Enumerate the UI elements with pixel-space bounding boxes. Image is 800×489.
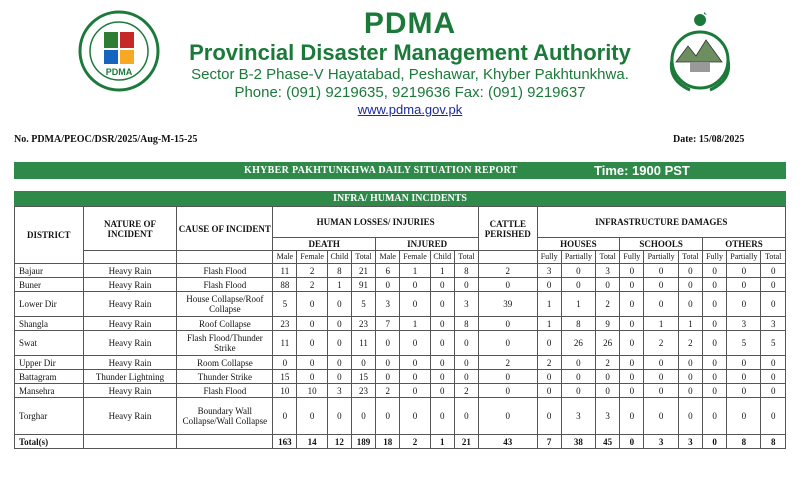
- cell-value: 0: [761, 384, 786, 398]
- cell-value: 26: [561, 331, 595, 356]
- cell-value: 0: [430, 356, 454, 370]
- cell-value: 0: [376, 331, 400, 356]
- total-value: 14: [297, 435, 327, 449]
- logo-left-text: PDMA: [105, 67, 133, 77]
- cell-value: 0: [297, 356, 327, 370]
- cell-value: 2: [297, 278, 327, 292]
- cell-value: 3: [327, 384, 351, 398]
- cell-value: 3: [596, 398, 620, 435]
- cell-district: Upper Dir: [15, 356, 84, 370]
- cell-value: 2: [678, 331, 702, 356]
- cell-value: 2: [596, 356, 620, 370]
- cell-cause: Flash Flood: [177, 264, 273, 278]
- col-houses-partially: Partially: [561, 251, 595, 264]
- cell-value: 0: [454, 331, 478, 356]
- org-full-name: Provincial Disaster Management Authority: [189, 40, 631, 65]
- cell-value: 1: [678, 317, 702, 331]
- cell-value: 8: [327, 264, 351, 278]
- header-text-block: [160, 8, 660, 118]
- banner-time: Time: 1900 PST: [594, 163, 690, 178]
- cell-value: 0: [327, 331, 351, 356]
- cell-value: 0: [727, 398, 761, 435]
- total-value: 8: [761, 435, 786, 449]
- cell-value: 0: [454, 398, 478, 435]
- cell-nature: Heavy Rain: [83, 317, 177, 331]
- cell-value: 0: [702, 278, 726, 292]
- cell-cause: Boundary Wall Collapse/Wall Collapse: [177, 398, 273, 435]
- cell-value: 0: [327, 292, 351, 317]
- cell-district: Shangla: [15, 317, 84, 331]
- cell-value: 0: [678, 264, 702, 278]
- col-injured-total: Total: [454, 251, 478, 264]
- cell-value: 0: [678, 356, 702, 370]
- col-schools-partially: Partially: [644, 251, 678, 264]
- col-death: DEATH: [273, 238, 376, 251]
- total-value: 189: [351, 435, 375, 449]
- cell-district: Lower Dir: [15, 292, 84, 317]
- cell-value: 3: [537, 264, 561, 278]
- total-value: 163: [273, 435, 297, 449]
- table-row: [15, 292, 786, 317]
- cell-value: 0: [454, 370, 478, 384]
- cell-value: 2: [454, 384, 478, 398]
- cell-value: 0: [702, 356, 726, 370]
- cell-value: 3: [596, 264, 620, 278]
- col-nature: NATURE OF INCIDENT: [83, 207, 177, 251]
- cell-value: 8: [454, 317, 478, 331]
- col-district: DISTRICT: [15, 207, 84, 264]
- col-death-female: Female: [297, 251, 327, 264]
- cell-value: 0: [620, 370, 644, 384]
- cell-value: 0: [454, 278, 478, 292]
- cell-value: 0: [761, 264, 786, 278]
- total-value: 21: [454, 435, 478, 449]
- cell-value: 0: [351, 356, 375, 370]
- cell-value: 1: [537, 292, 561, 317]
- col-injured: INJURED: [376, 238, 479, 251]
- cell-value: 0: [297, 292, 327, 317]
- cell-value: 0: [430, 384, 454, 398]
- cell-value: 39: [479, 292, 538, 317]
- cell-value: 10: [273, 384, 297, 398]
- banner-title: KHYBER PAKHTUNKHWA DAILY SITUATION REPORT: [244, 165, 518, 176]
- cell-value: 2: [537, 356, 561, 370]
- cell-value: 0: [678, 398, 702, 435]
- cell-value: 0: [297, 331, 327, 356]
- cell-value: 1: [537, 317, 561, 331]
- table-row: [15, 370, 786, 384]
- cell-value: 0: [702, 384, 726, 398]
- cell-value: 0: [727, 370, 761, 384]
- cell-value: 0: [561, 384, 595, 398]
- cell-value: 0: [376, 370, 400, 384]
- col-cattle: CATTLE PERISHED: [479, 207, 538, 251]
- cell-value: 0: [327, 317, 351, 331]
- col-houses-total: Total: [596, 251, 620, 264]
- cell-value: 1: [400, 264, 430, 278]
- report-date: Date: 15/08/2025: [673, 134, 745, 145]
- col-schools-fully: Fully: [620, 251, 644, 264]
- cell-value: 0: [678, 292, 702, 317]
- col-injured-child: Child: [430, 251, 454, 264]
- cell-value: 0: [702, 331, 726, 356]
- org-phone: Phone: (091) 9219635, 9219636 Fax: (091) 9219637: [234, 84, 586, 101]
- cell-value: 0: [400, 356, 430, 370]
- cell-cause: Thunder Strike: [177, 370, 273, 384]
- cell-value: 21: [351, 264, 375, 278]
- cell-value: 0: [702, 317, 726, 331]
- cell-value: 0: [561, 264, 595, 278]
- col-human-losses: HUMAN LOSSES/ INJURIES: [273, 207, 479, 238]
- incidents-table: [14, 206, 786, 449]
- cell-value: 0: [702, 264, 726, 278]
- cell-value: 23: [351, 384, 375, 398]
- cell-nature: Heavy Rain: [83, 278, 177, 292]
- total-value: 2: [400, 435, 430, 449]
- cell-value: 88: [273, 278, 297, 292]
- cell-value: 0: [727, 356, 761, 370]
- cell-value: 0: [644, 370, 678, 384]
- cell-value: 3: [727, 317, 761, 331]
- col-death-male: Male: [273, 251, 297, 264]
- cell-nature: Heavy Rain: [83, 331, 177, 356]
- cell-value: 0: [561, 370, 595, 384]
- col-others-fully: Fully: [702, 251, 726, 264]
- col-others: OTHERS: [702, 238, 785, 251]
- cell-value: 0: [376, 356, 400, 370]
- table-row: [15, 317, 786, 331]
- cell-value: 0: [702, 292, 726, 317]
- cell-value: 0: [537, 370, 561, 384]
- cell-value: 0: [761, 278, 786, 292]
- cell-value: 0: [596, 384, 620, 398]
- cell-value: 5: [761, 331, 786, 356]
- government-seal: [660, 10, 740, 96]
- totals-blank: [83, 435, 177, 449]
- cell-value: 8: [454, 264, 478, 278]
- cell-value: 0: [596, 278, 620, 292]
- cell-value: 0: [479, 331, 538, 356]
- cell-value: 0: [678, 370, 702, 384]
- cell-nature: Heavy Rain: [83, 264, 177, 278]
- cell-value: 0: [273, 398, 297, 435]
- cell-value: 0: [761, 292, 786, 317]
- cell-value: 0: [761, 370, 786, 384]
- cell-value: 0: [644, 356, 678, 370]
- total-value: 8: [727, 435, 761, 449]
- cell-value: 0: [327, 398, 351, 435]
- cell-value: 0: [620, 384, 644, 398]
- cell-value: 2: [376, 384, 400, 398]
- cell-value: 15: [351, 370, 375, 384]
- total-value: 3: [644, 435, 678, 449]
- cell-value: 0: [430, 278, 454, 292]
- cell-value: 0: [430, 331, 454, 356]
- cell-value: 0: [678, 278, 702, 292]
- cell-value: 5: [273, 292, 297, 317]
- total-value: 18: [376, 435, 400, 449]
- cell-value: 0: [430, 317, 454, 331]
- cell-value: 0: [561, 278, 595, 292]
- cell-value: 2: [479, 264, 538, 278]
- cell-value: 1: [327, 278, 351, 292]
- cell-value: 0: [376, 278, 400, 292]
- cell-value: 11: [351, 331, 375, 356]
- cell-value: 0: [400, 278, 430, 292]
- table-row: [15, 264, 786, 278]
- cell-value: 23: [273, 317, 297, 331]
- cell-value: 0: [537, 278, 561, 292]
- col-infra: INFRASTRUCTURE DAMAGES: [537, 207, 785, 238]
- table-body: [15, 264, 786, 449]
- cell-district: Swat: [15, 331, 84, 356]
- cell-value: 0: [644, 278, 678, 292]
- cell-nature: Thunder Lightning: [83, 370, 177, 384]
- cell-value: 5: [351, 292, 375, 317]
- cell-district: Battagram: [15, 370, 84, 384]
- cell-value: 0: [479, 370, 538, 384]
- blank-header: [479, 251, 538, 264]
- col-injured-male: Male: [376, 251, 400, 264]
- cell-value: 2: [297, 264, 327, 278]
- cell-value: 1: [430, 264, 454, 278]
- total-value: 38: [561, 435, 595, 449]
- totals-label: Total(s): [15, 435, 84, 449]
- cell-cause: Flash Flood: [177, 384, 273, 398]
- table-row: [15, 384, 786, 398]
- cell-value: 0: [596, 370, 620, 384]
- org-address: Sector B-2 Phase-V Hayatabad, Peshawar, Khyber Pakhtunkhwa.: [191, 66, 629, 83]
- cell-value: 0: [430, 398, 454, 435]
- total-value: 45: [596, 435, 620, 449]
- total-value: 1: [430, 435, 454, 449]
- cell-value: 3: [561, 398, 595, 435]
- cell-value: 0: [620, 292, 644, 317]
- blank-header: [177, 251, 273, 264]
- cell-value: 0: [727, 278, 761, 292]
- cell-nature: Heavy Rain: [83, 384, 177, 398]
- table-row: [15, 356, 786, 370]
- cell-value: 0: [727, 264, 761, 278]
- cell-cause: Room Collapse: [177, 356, 273, 370]
- totals-row: [15, 435, 786, 449]
- cell-district: Buner: [15, 278, 84, 292]
- cell-value: 0: [761, 356, 786, 370]
- cell-value: 0: [727, 384, 761, 398]
- col-houses-fully: Fully: [537, 251, 561, 264]
- col-death-child: Child: [327, 251, 351, 264]
- cell-value: 0: [297, 317, 327, 331]
- cell-value: 0: [351, 398, 375, 435]
- cell-district: Torghar: [15, 398, 84, 435]
- cell-value: 6: [376, 264, 400, 278]
- cell-cause: House Collapse/Roof Collapse: [177, 292, 273, 317]
- section-title: INFRA/ HUMAN INCIDENTS: [14, 191, 786, 206]
- report-banner: [14, 162, 786, 179]
- col-schools: SCHOOLS: [620, 238, 703, 251]
- cell-value: 0: [537, 384, 561, 398]
- col-cause: CAUSE OF INCIDENT: [177, 207, 273, 251]
- col-others-partially: Partially: [727, 251, 761, 264]
- cell-cause: Roof Collapse: [177, 317, 273, 331]
- cell-value: 0: [400, 398, 430, 435]
- total-value: 0: [620, 435, 644, 449]
- table-row: [15, 331, 786, 356]
- cell-value: 15: [273, 370, 297, 384]
- cell-value: 0: [644, 398, 678, 435]
- cell-value: 0: [620, 398, 644, 435]
- header-row-3: [15, 251, 786, 264]
- cell-value: 0: [273, 356, 297, 370]
- header-row-1: [15, 207, 786, 238]
- cell-value: 0: [297, 398, 327, 435]
- cell-value: 11: [273, 264, 297, 278]
- pdma-logo: [78, 10, 160, 92]
- col-others-total: Total: [761, 251, 786, 264]
- cell-value: 1: [644, 317, 678, 331]
- org-short: PDMA: [363, 7, 457, 40]
- cell-value: 8: [561, 317, 595, 331]
- cell-value: 0: [727, 292, 761, 317]
- cell-value: 0: [537, 331, 561, 356]
- col-schools-total: Total: [678, 251, 702, 264]
- letterhead: [0, 0, 800, 125]
- cell-value: 3: [761, 317, 786, 331]
- cell-value: 0: [327, 370, 351, 384]
- blank-header: [83, 251, 177, 264]
- table-row: [15, 278, 786, 292]
- col-injured-female: Female: [400, 251, 430, 264]
- cell-value: 9: [596, 317, 620, 331]
- cell-value: 0: [678, 384, 702, 398]
- cell-value: 0: [761, 398, 786, 435]
- cell-value: 0: [376, 398, 400, 435]
- total-value: 0: [702, 435, 726, 449]
- reference-number: No. PDMA/PEOC/DSR/2025/Aug-M-15-25: [14, 134, 198, 145]
- cell-value: 0: [620, 278, 644, 292]
- cell-value: 0: [400, 331, 430, 356]
- cell-value: 26: [596, 331, 620, 356]
- cell-value: 2: [644, 331, 678, 356]
- cell-value: 0: [644, 264, 678, 278]
- cell-nature: Heavy Rain: [83, 398, 177, 435]
- col-houses: HOUSES: [537, 238, 620, 251]
- cell-value: 2: [479, 356, 538, 370]
- cell-nature: Heavy Rain: [83, 292, 177, 317]
- cell-value: 91: [351, 278, 375, 292]
- cell-cause: Flash Flood: [177, 278, 273, 292]
- cell-value: 3: [454, 292, 478, 317]
- cell-value: 0: [620, 331, 644, 356]
- cell-nature: Heavy Rain: [83, 356, 177, 370]
- table-row: [15, 398, 786, 435]
- cell-value: 11: [273, 331, 297, 356]
- cell-district: Mansehra: [15, 384, 84, 398]
- cell-value: 0: [430, 292, 454, 317]
- total-value: 3: [678, 435, 702, 449]
- cell-value: 0: [620, 264, 644, 278]
- cell-value: 23: [351, 317, 375, 331]
- org-website-link[interactable]: www.pdma.gov.pk: [357, 102, 463, 117]
- cell-value: 3: [376, 292, 400, 317]
- cell-value: 0: [702, 398, 726, 435]
- cell-cause: Flash Flood/Thunder Strike: [177, 331, 273, 356]
- cell-value: 2: [596, 292, 620, 317]
- cell-value: 5: [727, 331, 761, 356]
- col-death-total: Total: [351, 251, 375, 264]
- cell-value: 0: [430, 370, 454, 384]
- cell-value: 0: [561, 356, 595, 370]
- cell-value: 0: [400, 384, 430, 398]
- cell-value: 7: [376, 317, 400, 331]
- cell-value: 10: [297, 384, 327, 398]
- cell-district: Bajaur: [15, 264, 84, 278]
- cell-value: 0: [297, 370, 327, 384]
- cell-value: 0: [400, 370, 430, 384]
- cell-value: 0: [702, 370, 726, 384]
- cell-value: 0: [479, 384, 538, 398]
- total-value: 7: [537, 435, 561, 449]
- cell-value: 0: [454, 356, 478, 370]
- total-value: 43: [479, 435, 538, 449]
- cell-value: 0: [620, 356, 644, 370]
- cell-value: 0: [479, 398, 538, 435]
- cell-value: 0: [644, 384, 678, 398]
- cell-value: 0: [479, 278, 538, 292]
- cell-value: 0: [479, 317, 538, 331]
- cell-value: 1: [400, 317, 430, 331]
- cell-value: 0: [620, 317, 644, 331]
- cell-value: 0: [537, 398, 561, 435]
- cell-value: 0: [327, 356, 351, 370]
- total-value: 12: [327, 435, 351, 449]
- totals-blank: [177, 435, 273, 449]
- cell-value: 0: [400, 292, 430, 317]
- cell-value: 1: [561, 292, 595, 317]
- cell-value: 0: [644, 292, 678, 317]
